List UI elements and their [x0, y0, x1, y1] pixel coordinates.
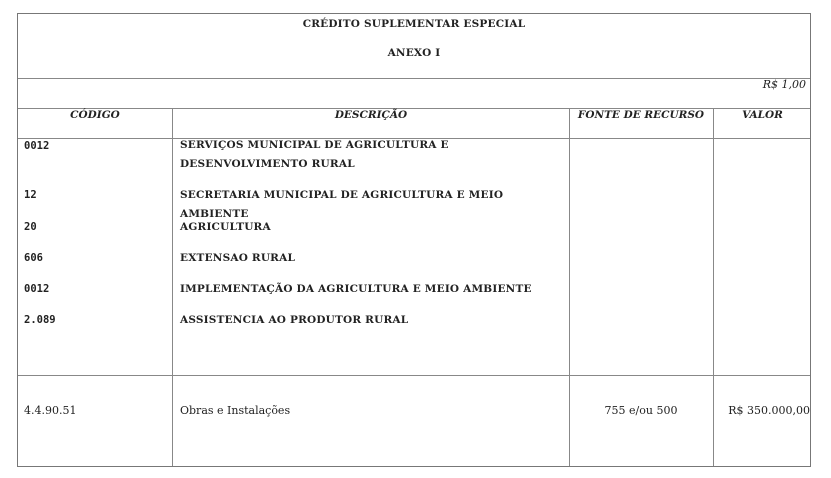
row-code: 0012 — [24, 283, 50, 295]
detail-code: 4.4.90.51 — [24, 404, 77, 417]
currency-unit: R$ 1,00 — [762, 78, 806, 91]
document-header — [18, 14, 810, 79]
annex-label: ANEXO I — [387, 47, 441, 59]
detail-description: Obras e Instalações — [180, 404, 291, 417]
row-description: IMPLEMENTAÇÃO DA AGRICULTURA E MEIO AMBIENTE — [180, 283, 532, 295]
document-title: CRÉDITO SUPLEMENTAR ESPECIAL — [302, 18, 526, 30]
detail-valor: R$ 350.000,00 — [728, 404, 810, 417]
row-description: SERVIÇOS MUNICIPAL DE AGRICULTURA E DESENVOLVIMENTO RURAL — [180, 139, 449, 170]
credit-annex-table — [17, 13, 811, 467]
row-code: 12 — [24, 189, 37, 201]
row-code: 20 — [24, 221, 37, 233]
column-divider — [172, 108, 173, 466]
column-header-fonte: FONTE DE RECURSO — [577, 109, 705, 121]
row-code: 606 — [24, 252, 43, 264]
currency-unit-row — [18, 78, 810, 109]
row-code: 2.089 — [24, 314, 56, 326]
column-header-valor: VALOR — [742, 109, 783, 121]
column-header-codigo: CÓDIGO — [70, 109, 120, 121]
detail-fonte: 755 e/ou 500 — [604, 404, 678, 417]
row-description: AGRICULTURA — [180, 221, 271, 233]
section-divider — [18, 375, 810, 376]
column-header-descricao: DESCRIÇÃO — [334, 109, 408, 121]
row-code: 0012 — [24, 140, 50, 152]
row-description: EXTENSAO RURAL — [180, 252, 296, 264]
row-description: ASSISTENCIA AO PRODUTOR RURAL — [180, 314, 409, 326]
row-description: SECRETARIA MUNICIPAL DE AGRICULTURA E MEIO AMBIENTE — [180, 189, 504, 220]
